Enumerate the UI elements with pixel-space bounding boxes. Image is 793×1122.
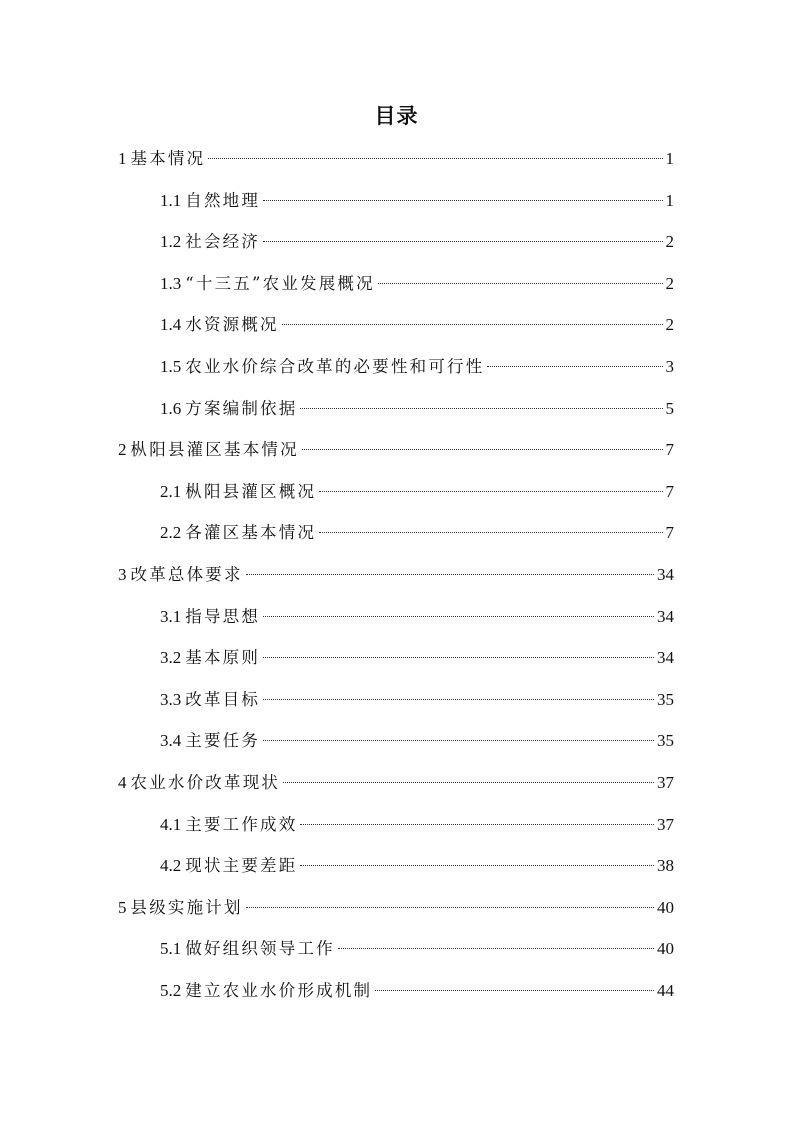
toc-entry-5-1[interactable] (118, 928, 674, 970)
toc-entry-page: 40 (657, 897, 674, 917)
toc-entry-title: 枞阳县灌区概况 (185, 481, 317, 501)
toc-entry-page: 34 (657, 564, 674, 584)
toc-entry-title: 水资源概况 (185, 315, 279, 335)
toc-entry-number: 5 (118, 897, 127, 917)
toc-entry-4[interactable] (118, 762, 674, 804)
toc-entry-3-4[interactable] (118, 720, 674, 762)
toc-entry-page: 1 (665, 190, 674, 210)
toc-entry-page: 37 (657, 772, 674, 792)
toc-entry-title: 建立农业水价形成机制 (185, 980, 373, 1000)
toc-entry-number: 3.4 (160, 731, 182, 751)
toc-entry-2[interactable] (118, 429, 674, 471)
toc-entry-number: 5.1 (160, 939, 182, 959)
toc-entry-title: “十三五”农业发展概况 (185, 273, 375, 293)
toc-dot-leader (246, 574, 654, 575)
toc-entry-number: 1.4 (160, 315, 182, 335)
toc-entry-page: 1 (665, 149, 674, 168)
toc-dot-leader (302, 449, 663, 450)
toc-entry-1-2[interactable] (118, 221, 674, 263)
toc-entry-title: 改革总体要求 (130, 564, 243, 584)
toc-entry-number: 1.1 (160, 190, 182, 210)
toc-entry-title: 做好组织领导工作 (185, 939, 335, 959)
toc-entry-number: 2 (118, 440, 127, 460)
toc-dot-leader (263, 616, 654, 617)
toc-entry-title: 现状主要差距 (185, 856, 298, 876)
toc-entry-1-3[interactable] (118, 263, 674, 305)
toc-entry-page: 2 (665, 315, 674, 335)
toc-entry-number: 4 (118, 772, 127, 792)
toc-dot-leader (283, 782, 654, 783)
toc-dot-leader (487, 366, 662, 367)
toc-entry-page: 44 (657, 980, 674, 1000)
toc-entry-title: 方案编制依据 (185, 398, 298, 418)
toc-entry-page: 7 (665, 440, 674, 460)
toc-dot-leader (282, 324, 663, 325)
toc-dot-leader (263, 699, 654, 700)
toc-dot-leader (246, 907, 654, 908)
toc-entry-1[interactable] (118, 138, 674, 180)
toc-entry-title: 基本情况 (130, 149, 206, 168)
toc-dot-leader (338, 948, 654, 949)
toc-entry-title: 农业水价改革现状 (130, 772, 281, 792)
toc-entry-page: 2 (665, 273, 674, 293)
toc-entry-page: 2 (665, 232, 674, 252)
toc-dot-leader (263, 200, 662, 201)
toc-entry-1-4[interactable] (118, 304, 674, 346)
toc-dot-leader (300, 865, 654, 866)
toc-dot-leader (319, 532, 662, 533)
toc-entry-number: 5.2 (160, 980, 182, 1000)
toc-title: 目录 (374, 104, 419, 128)
toc-dot-leader (263, 657, 654, 658)
toc-entry-page: 5 (665, 398, 674, 418)
toc-entry-page: 37 (657, 814, 674, 834)
toc-entry-number: 1 (118, 149, 127, 168)
toc-entry-title: 指导思想 (185, 606, 261, 626)
toc-entry-page: 7 (665, 523, 674, 543)
toc-entry-page: 35 (657, 731, 674, 751)
toc-entry-1-5[interactable] (118, 346, 674, 388)
toc-entry-page: 40 (657, 939, 674, 959)
toc-entry-page: 38 (657, 856, 674, 876)
toc-entry-number: 1.6 (160, 398, 182, 418)
toc-entry-1-1[interactable] (118, 180, 674, 222)
toc-dot-leader (263, 740, 654, 741)
toc-entry-number: 4.2 (160, 856, 182, 876)
toc-entry-number: 3 (118, 564, 127, 584)
toc-entry-title: 自然地理 (185, 190, 261, 210)
toc-dot-leader (319, 491, 662, 492)
toc-dot-leader (375, 990, 654, 991)
table-of-contents (118, 138, 674, 1011)
toc-entry-title: 主要任务 (185, 731, 261, 751)
toc-entry-page: 34 (657, 606, 674, 626)
toc-entry-3-3[interactable] (118, 679, 674, 721)
toc-dot-leader (208, 158, 662, 159)
toc-entry-2-1[interactable] (118, 471, 674, 513)
toc-entry-page: 35 (657, 689, 674, 709)
toc-entry-page: 3 (665, 356, 674, 376)
toc-entry-number: 3.3 (160, 689, 182, 709)
toc-entry-page: 34 (657, 648, 674, 668)
toc-entry-number: 3.1 (160, 606, 182, 626)
toc-dot-leader (300, 408, 662, 409)
toc-entry-title: 基本原则 (185, 648, 261, 668)
toc-entry-3[interactable] (118, 554, 674, 596)
toc-entry-number: 1.2 (160, 232, 182, 252)
toc-entry-4-1[interactable] (118, 804, 674, 846)
toc-entry-number: 3.2 (160, 648, 182, 668)
toc-entry-number: 2.2 (160, 523, 182, 543)
toc-entry-title: 主要工作成效 (185, 814, 298, 834)
toc-dot-leader (300, 824, 654, 825)
toc-dot-leader (378, 283, 663, 284)
toc-entry-title: 枞阳县灌区基本情况 (130, 440, 299, 460)
toc-entry-number: 1.5 (160, 356, 182, 376)
toc-entry-3-2[interactable] (118, 637, 674, 679)
toc-entry-4-2[interactable] (118, 845, 674, 887)
toc-entry-title: 社会经济 (185, 232, 261, 252)
toc-entry-page: 7 (665, 481, 674, 501)
toc-entry-number: 2.1 (160, 481, 182, 501)
toc-entry-number: 4.1 (160, 814, 182, 834)
toc-entry-number: 1.3 (160, 273, 182, 293)
toc-entry-5[interactable] (118, 887, 674, 929)
toc-entry-title: 农业水价综合改革的必要性和可行性 (185, 356, 485, 376)
toc-entry-5-2[interactable] (118, 970, 674, 1012)
toc-entry-3-1[interactable] (118, 596, 674, 638)
toc-entry-title: 县级实施计划 (130, 897, 243, 917)
toc-dot-leader (263, 241, 662, 242)
toc-entry-title: 改革目标 (185, 689, 261, 709)
toc-entry-2-2[interactable] (118, 512, 674, 554)
toc-entry-1-6[interactable] (118, 388, 674, 430)
toc-entry-title: 各灌区基本情况 (185, 523, 317, 543)
